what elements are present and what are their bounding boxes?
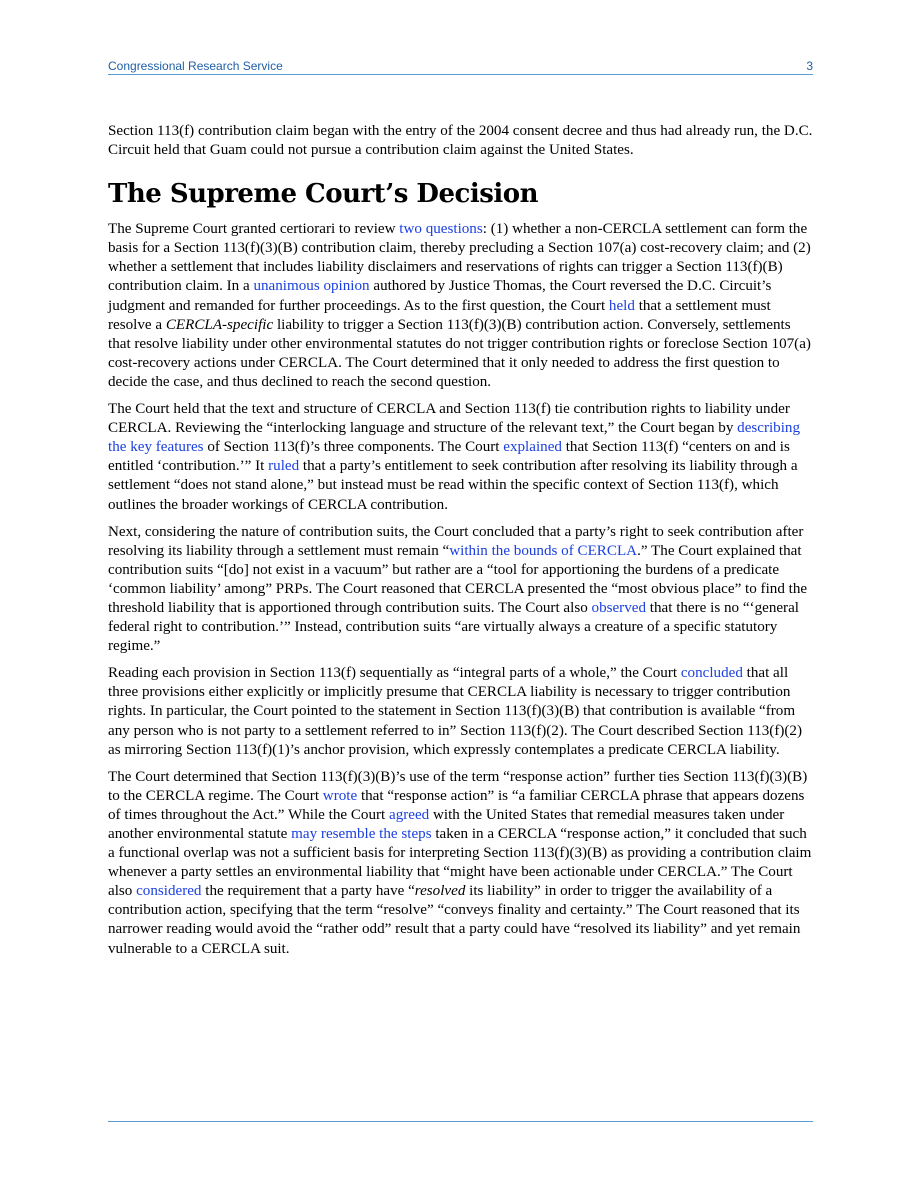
footer-divider bbox=[108, 1121, 813, 1122]
paragraph: The Supreme Court granted certiorari to review two questions: (1) whether a non-CERCLA settlement can form the basis for a Section 113(f)(3)(B) contribution claim, thereby precluding a Section 107(a) cost-recovery claim; and (2) whether a settlement that includes liability disclaimers and reservations of rights can trigger a Section 113(f)(B) contribution claim. In a unanimous opinion authored by Justice Thomas, the Court reversed the D.C. Circuit’s judgment and remanded for further proceedings. As to the first question, the Court held that a settlement must resolve a CERCLA-specific liability to trigger a Section 113(f)(3)(B) contribution action. Conversely, settlements that resolve liability under other environmental statutes do not trigger contribution rights or foreclose Section 107(a) cost-recovery actions under CERCLA. The Court determined that it only needed to address the first question to decide the case, and thus declined to reach the second question. bbox=[108, 221, 811, 390]
link-considered[interactable]: considered bbox=[136, 883, 202, 900]
link-wrote[interactable]: wrote bbox=[322, 787, 358, 804]
paragraph: Reading each provision in Section 113(f) sequentially as “integral parts of a whole,” the Court concluded that all three provisions either explicitly or implicitly presume that CERCLA liability is necessary to trigger contribution rights. In particular, the Court pointed to the statement in Section 113(f)(3)(B) that contribution is available “from any person who is not party to a settlement referred to in” Section 113(f)(2). The Court described Section 113(f)(2) as mirroring Section 113(f)(1)’s anchor provision, which expressly contemplates a predicate CERCLA liability. bbox=[108, 665, 802, 758]
link-unanimous-opinion[interactable]: unanimous opinion bbox=[253, 278, 370, 295]
link-explained[interactable]: explained bbox=[503, 439, 562, 456]
link-may-resemble-the-steps[interactable]: may resemble the steps bbox=[291, 826, 432, 842]
link-concluded[interactable]: concluded bbox=[680, 665, 743, 682]
link-agreed[interactable]: agreed bbox=[389, 806, 430, 823]
link-ruled[interactable]: ruled bbox=[268, 458, 300, 475]
paragraph: Next, considering the nature of contribution suits, the Court concluded that a party’s right to seek contribution after resolving its liability through a settlement must remain “within the bounds of CERCLA.” The Court explained that contribution suits “[do] not exist in a vacuum” but rather are a “tool for apportioning the burdens of a predicate ‘common liability’ among” PRPs. The Court reasoned that CERCLA presented the “most obvious place” to find the threshold liability that is apportioned through contribution suits. The Court also observed that there is no “‘general federal right to contribution.’” Instead, contribution suits “are virtually always a creature of a specific statutory regime.” bbox=[108, 523, 808, 655]
link-two-questions[interactable]: two questions bbox=[399, 221, 483, 238]
paragraph: Section 113(f) contribution claim began with the entry of the 2004 consent decree and thus had already run, the D.C. Circuit held that Guam could not pursue a contribution claim against the United States. bbox=[108, 123, 813, 159]
link-describing-key-features[interactable]: describing the key features bbox=[108, 420, 801, 456]
page-header bbox=[108, 59, 813, 75]
section-heading: The Supreme Court’s Decision bbox=[108, 179, 538, 210]
link-observed[interactable]: observed bbox=[591, 599, 647, 616]
header-divider bbox=[108, 74, 813, 75]
link-within-bounds-of-cercla[interactable]: within the bounds of CERCLA bbox=[449, 542, 638, 559]
page-number: 3 bbox=[806, 59, 813, 73]
header-source-label: Congressional Research Service bbox=[108, 59, 283, 73]
document-body bbox=[108, 122, 813, 967]
link-held[interactable]: held bbox=[608, 297, 635, 314]
paragraph: The Court held that the text and structure of CERCLA and Section 113(f) tie contribution rights to liability under CERCLA. Reviewing the “interlocking language and structure of the relevant text,” the Court began by describing the key features of Section 113(f)’s three components. The Court explained that Section 113(f) “centers on and is entitled ‘contribution.’” It ruled that a party’s entitlement to seek contribution after resolving its liability through a settlement “does not stand alone,” but instead must be read within the specific context of Section 113(f), which outlines the broader workings of CERCLA contribution. bbox=[108, 401, 801, 513]
paragraph: The Court determined that Section 113(f)(3)(B)’s use of the term “response action” further ties Section 113(f)(3)(B) to the CERCLA regime. The Court wrote that “response action” is “a familiar CERCLA phrase that appears dozens of times throughout the Act.” While the Court agreed with the United States that remedial measures taken under another environmental statute may resemble the steps taken in a CERCLA “response action,” it concluded that such a functional overlap was not a sufficient basis for interpreting Section 113(f)(3)(B) as providing a contribution claim whenever a party settles an environmental liability that “might have been actionable under CERCLA.” The Court also considered the requirement that a party have “resolved its liability” in order to trigger the availability of a contribution action, specifying that the term “resolve” “conveys finality and certainty.” The Court reasoned that its narrower reading would avoid the “rather odd” result that a party could have “resolved its liability” and yet remain vulnerable to a CERCLA suit. bbox=[108, 768, 812, 957]
